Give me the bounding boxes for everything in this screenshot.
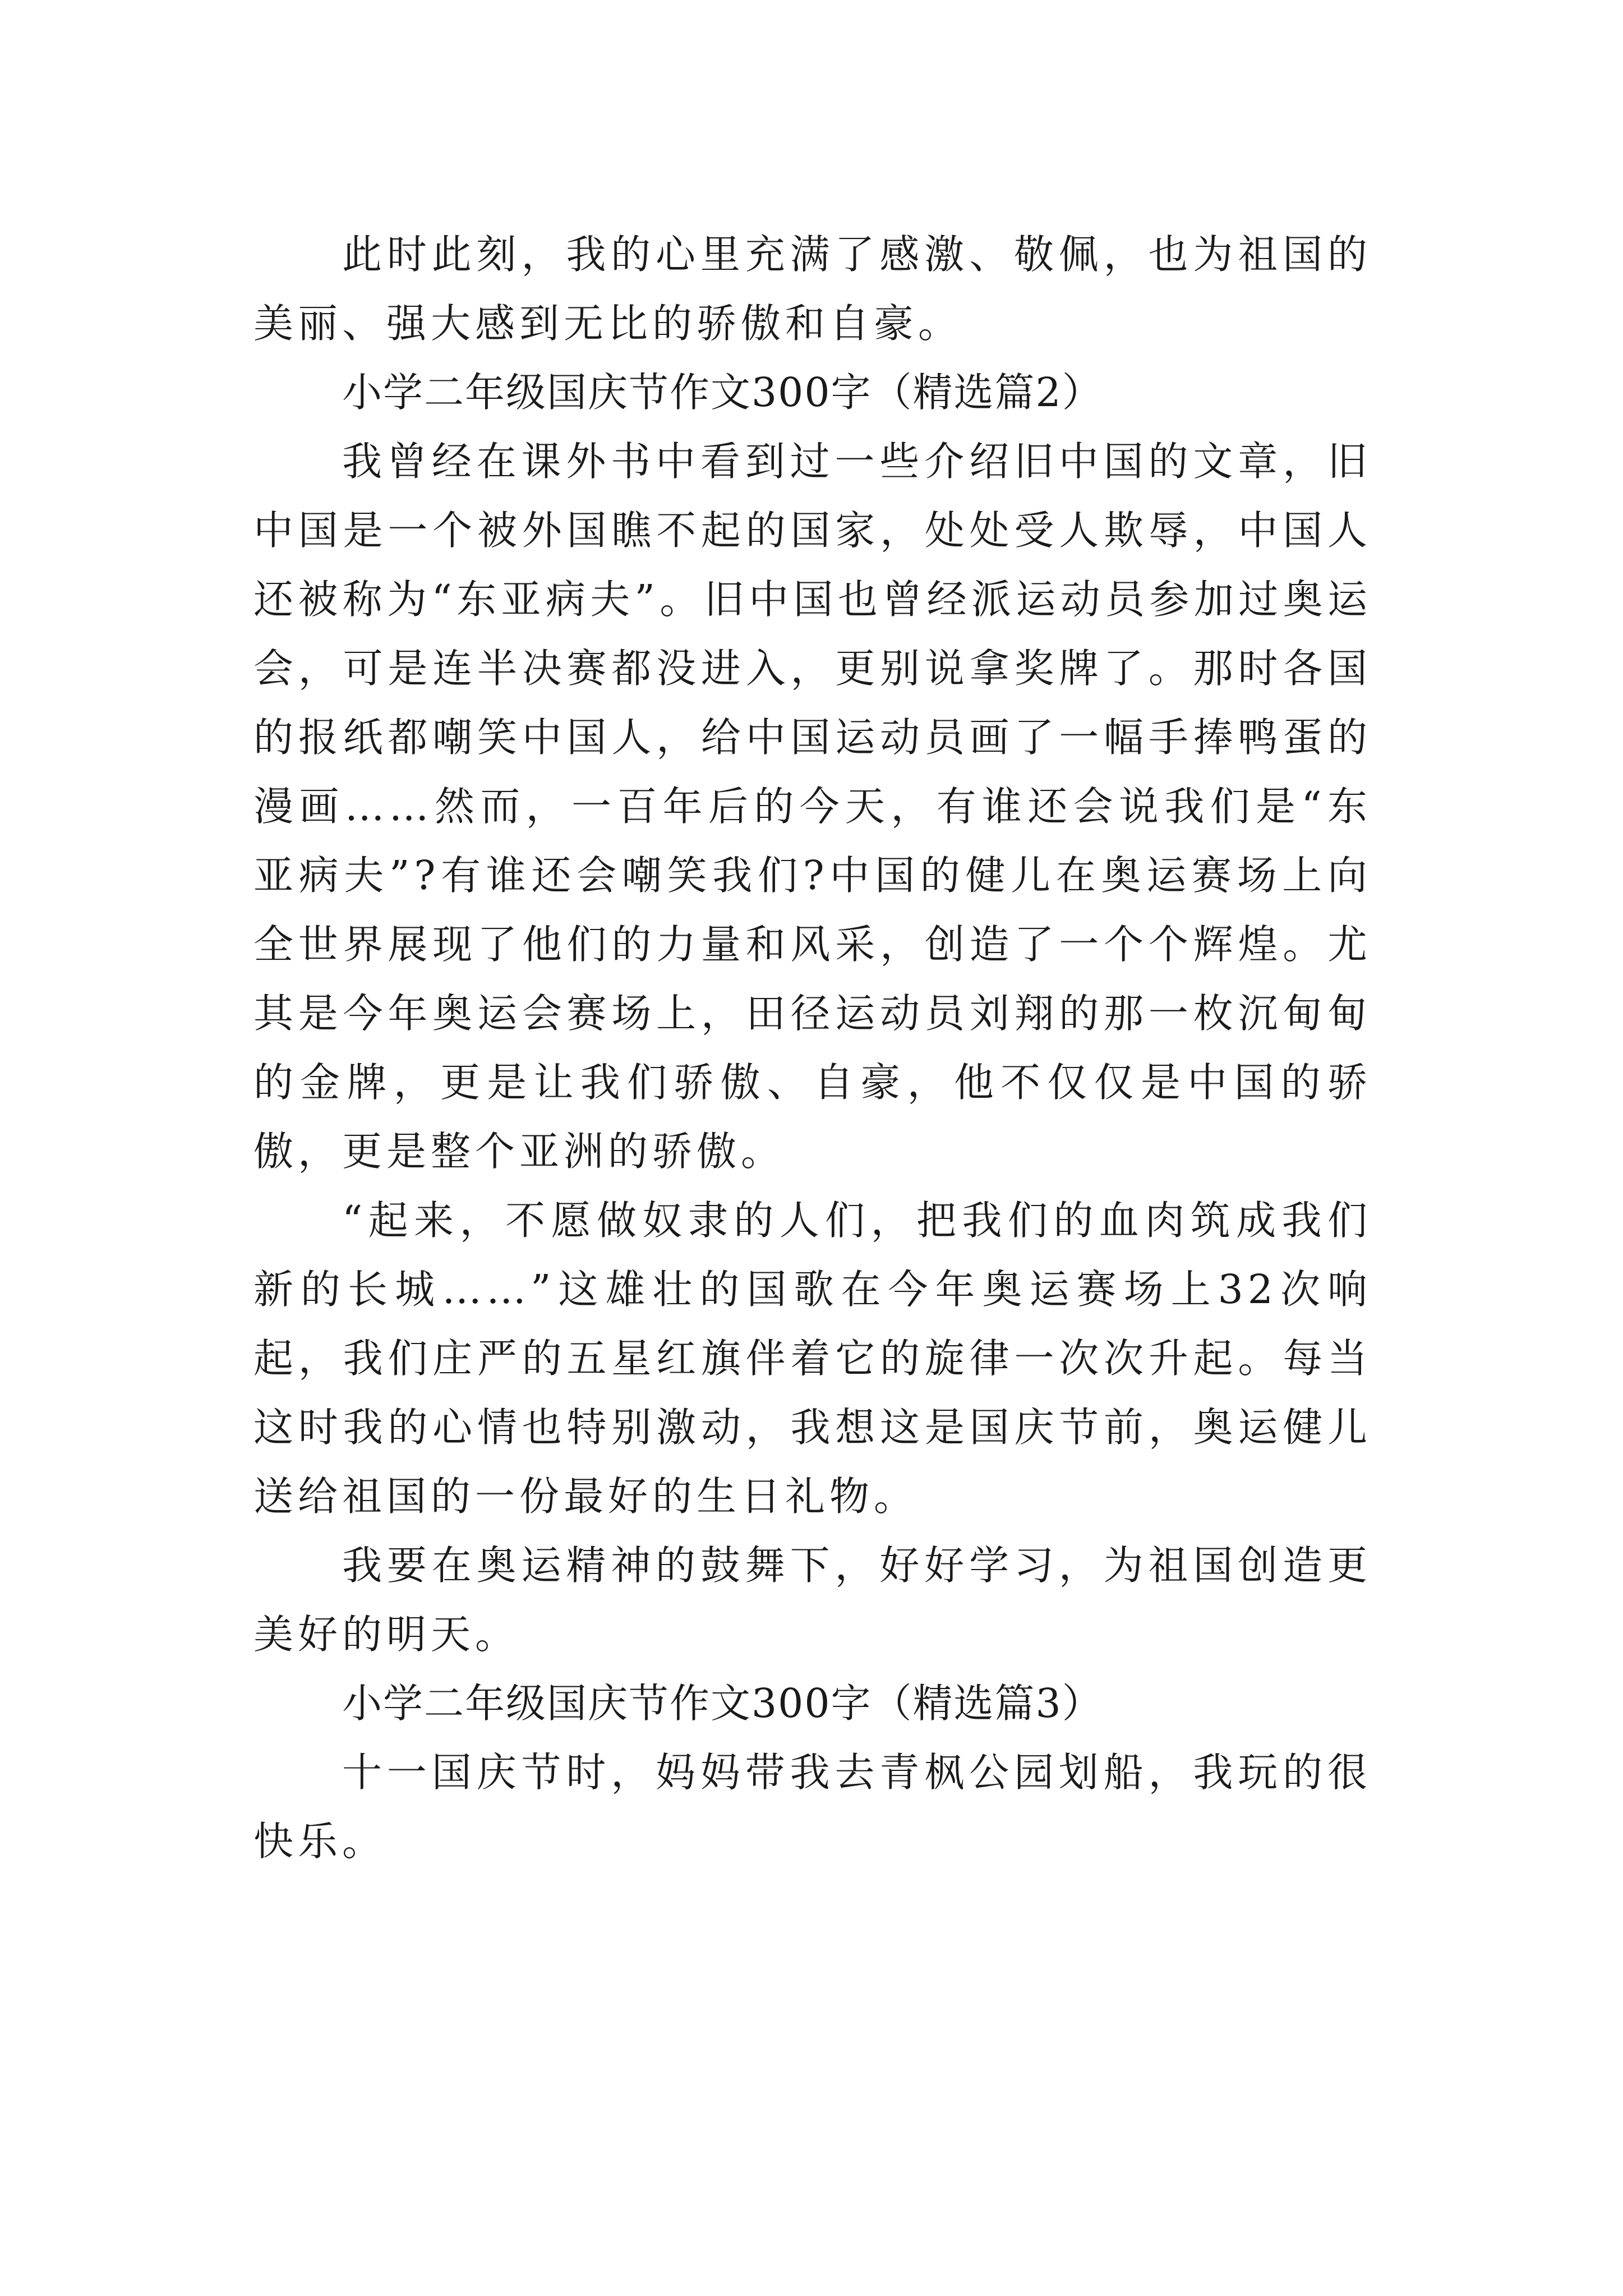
paragraph-old-china: 我曾经在课外书中看到过一些介绍旧中国的文章，旧中国是一个被外国瞧不起的国家，处处受人欺辱，中国人还被称为“东亚病夫”。旧中国也曾经派运动员参加过奥运会，可是连半决赛都没进入，更别说拿奖牌了。那时各国的报纸都嘲笑中国人，给中国运动员画了一幅手捧鸭蛋的漫画……然而，一百年后的今天，有谁还会说我们是“东亚病夫”?有谁还会嘲笑我们?中国的健儿在奥运赛场上向全世界展现了他们的力量和风采，创造了一个个辉煌。尤其是今年奥运会赛场上，田径运动员刘翔的那一枚沉甸甸的金牌，更是让我们骄傲、自豪，他不仅仅是中国的骄傲，更是整个亚洲的骄傲。 — [253, 438, 1372, 1175]
section-heading-3: 小学二年级国庆节作文300字（精选篇3） — [342, 1680, 1103, 1727]
document-body — [253, 220, 1372, 1876]
paragraph-conclusion: 此时此刻，我的心里充满了感激、敬佩，也为祖国的美丽、强大感到无比的骄傲和自豪。 — [253, 231, 1372, 347]
section-heading-2: 小学二年级国庆节作文300字（精选篇2） — [342, 369, 1103, 416]
paragraph-anthem: “起来，不愿做奴隶的人们，把我们的血肉筑成我们新的长城……”这雄壮的国歌在今年奥运赛场上32次响起，我们庄严的五星红旗伴着它的旋律一次次升起。每当这时我的心情也特别激动，我想这是国庆节前，奥运健儿送给祖国的一份最好的生日礼物。 — [253, 1197, 1372, 1520]
paragraph-park: 十一国庆节时，妈妈带我去青枫公园划船，我玩的很快乐。 — [253, 1749, 1372, 1865]
paragraph-resolution: 我要在奥运精神的鼓舞下，好好学习，为祖国创造更美好的明天。 — [253, 1542, 1372, 1658]
